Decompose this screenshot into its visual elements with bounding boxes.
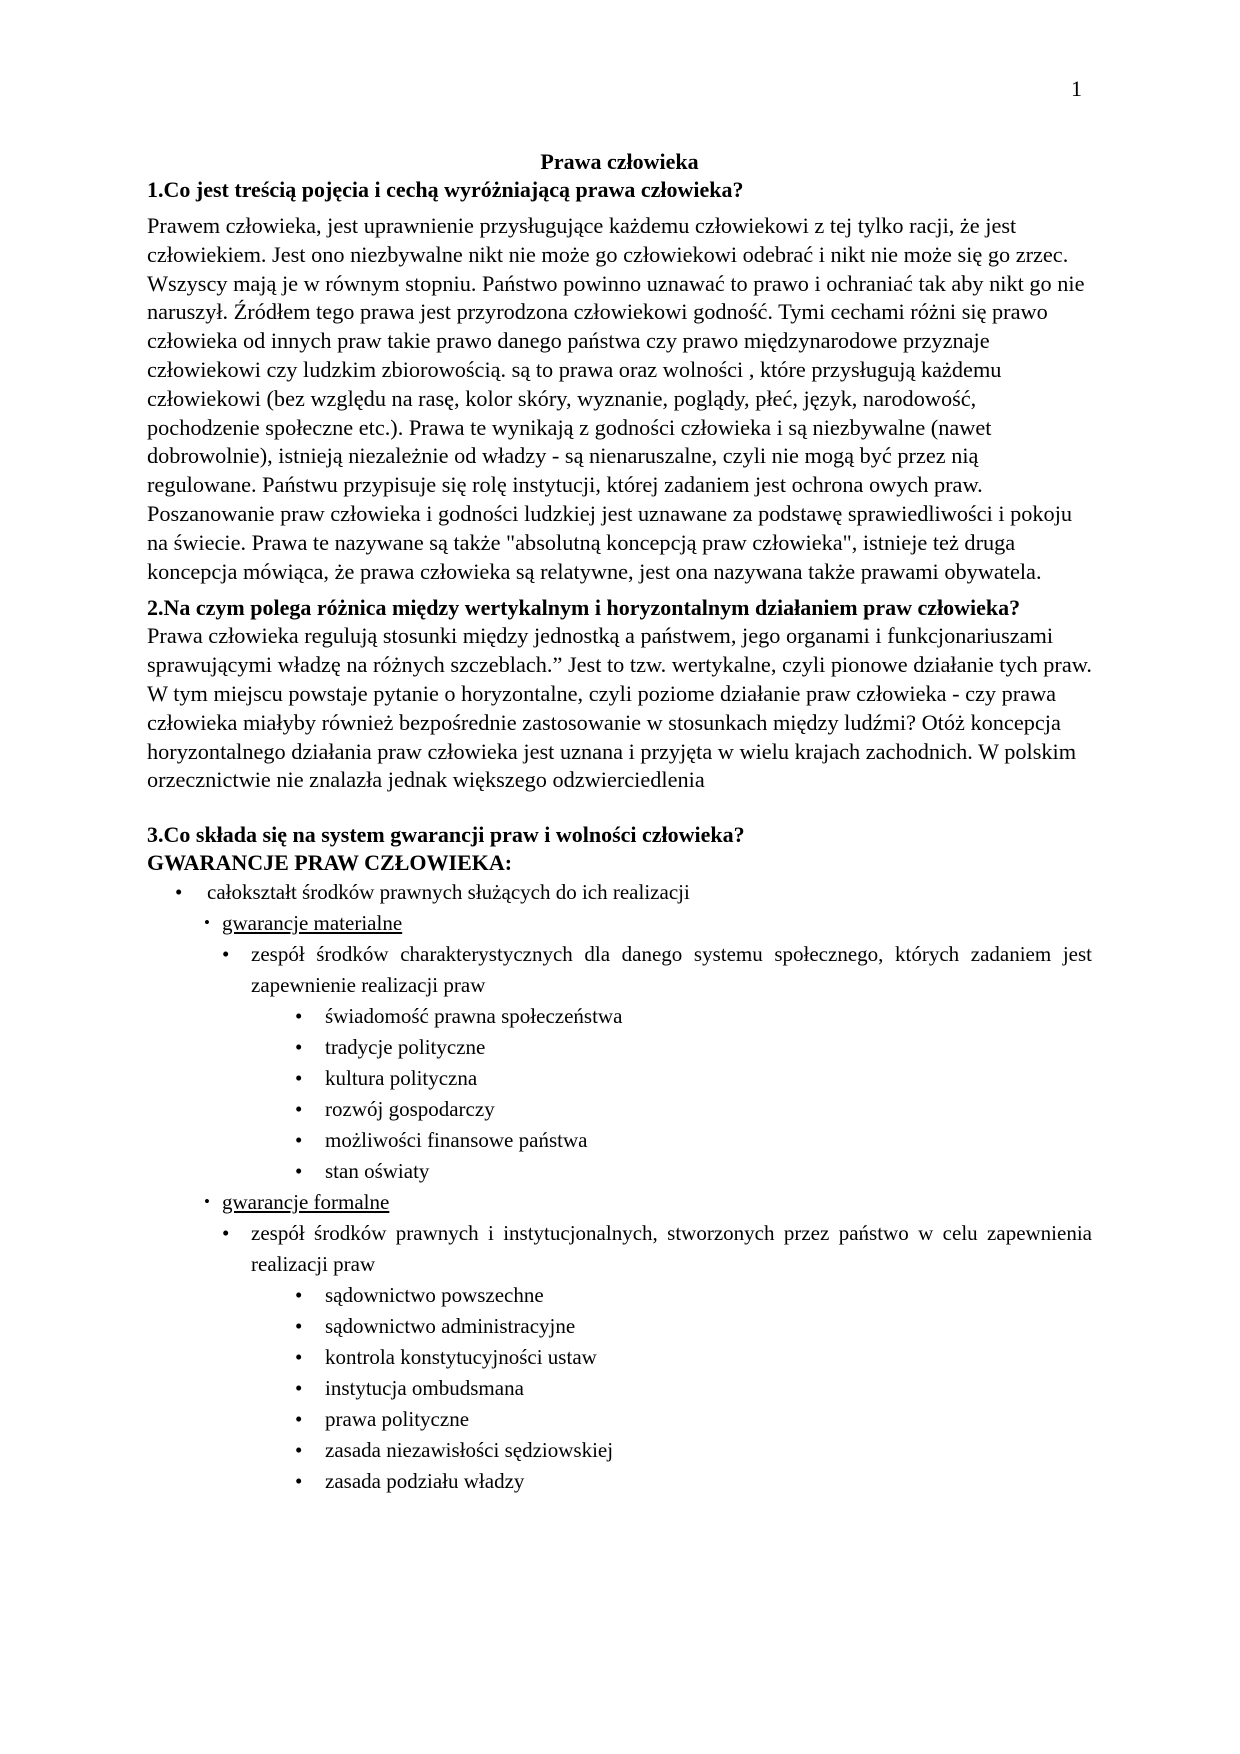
list-item-text: zasada podziału władzy bbox=[325, 1469, 525, 1494]
list-item bbox=[147, 1032, 1092, 1063]
list-item-text: świadomość prawna społeczeństwa bbox=[325, 1004, 623, 1029]
list-item-text: sądownictwo powszechne bbox=[325, 1283, 544, 1308]
list-item-text: zasada niezawisłości sędziowskiej bbox=[325, 1438, 614, 1463]
bullet-icon: • bbox=[295, 1283, 303, 1308]
list-item bbox=[147, 939, 1092, 1001]
list-item-text: gwarancje materialne bbox=[222, 911, 403, 936]
bullet-icon: • bbox=[295, 1438, 303, 1463]
list-item bbox=[147, 1125, 1092, 1156]
list-item bbox=[147, 1373, 1092, 1404]
question-3-heading: 3.Co składa się na system gwarancji praw i wolności człowieka? bbox=[147, 822, 745, 848]
list-item bbox=[147, 1280, 1092, 1311]
bullet-icon: • bbox=[295, 1469, 303, 1494]
list-item bbox=[147, 1218, 1092, 1280]
document-title: Prawa człowieka bbox=[540, 149, 699, 174]
bullet-icon: • bbox=[222, 942, 230, 967]
bullet-icon: • bbox=[295, 1345, 303, 1370]
bullet-icon: • bbox=[295, 1314, 303, 1339]
bullet-icon: • bbox=[204, 1192, 210, 1212]
list-item-text: gwarancje formalne bbox=[222, 1190, 390, 1215]
list-item bbox=[147, 1435, 1092, 1466]
bullet-icon: • bbox=[295, 1004, 303, 1029]
question-2-answer: Prawa człowieka regulują stosunki między jednostką a państwem, jego organami i funkcjonariuszami sprawującymi władzę na różnych szczeblach.” Jest to tzw. wertykalne, czyli pionowe działanie tych praw. W tym miejscu powstaje pytanie o horyzontalne, czyli poziome działanie praw człowieka - czy prawa człowieka miałyby również bezpośrednie zastosowanie w stosunkach między ludźmi? Otóż koncepcja horyzontalnego działania praw człowieka jest uznana i przyjęta w wielu krajach zachodnich. W polskim orzecznictwie nie znalazła jednak większego odzwierciedlenia bbox=[147, 623, 1092, 793]
list-item bbox=[147, 1001, 1092, 1032]
list-item-text: prawa polityczne bbox=[325, 1407, 470, 1432]
bullet-icon: • bbox=[295, 1159, 303, 1184]
list-item-text: stan oświaty bbox=[325, 1159, 430, 1184]
document-content bbox=[147, 148, 1092, 1497]
list-item-text: sądownictwo administracyjne bbox=[325, 1314, 576, 1339]
bullet-icon: • bbox=[295, 1097, 303, 1122]
guarantees-subheading: GWARANCJE PRAW CZŁOWIEKA: bbox=[147, 850, 513, 876]
list-item-formal-guarantees bbox=[147, 1187, 1092, 1218]
list-item-text: możliwości finansowe państwa bbox=[325, 1128, 588, 1153]
list-item-text: instytucja ombudsmana bbox=[325, 1376, 524, 1401]
bullet-icon: • bbox=[222, 1221, 230, 1246]
list-item bbox=[147, 1311, 1092, 1342]
bullet-icon: • bbox=[295, 1128, 303, 1153]
list-item-text: zespół środków charakterystycznych dla danego systemu społecznego, których zadaniem jest zapewnienie realizacji praw bbox=[251, 942, 1092, 998]
list-item bbox=[147, 1404, 1092, 1435]
question-2-heading: 2.Na czym polega różnica między wertykalnym i horyzontalnym działaniem praw człowieka? bbox=[147, 595, 1021, 621]
bullet-icon: • bbox=[204, 913, 210, 933]
list-item-text: kultura polityczna bbox=[325, 1066, 478, 1091]
list-item-text: kontrola konstytucyjności ustaw bbox=[325, 1345, 597, 1370]
bullet-icon: • bbox=[295, 1407, 303, 1432]
list-item bbox=[147, 877, 1092, 908]
question-1-answer: Prawem człowieka, jest uprawnienie przysługujące każdemu człowiekowi z tej tylko racji, że jest człowiekiem. Jest ono niezbywalne nikt nie może go człowiekowi odebrać i nikt nie może się go zrzec. Wszyscy mają je w równym stopniu. Państwo powinno uznawać to prawo i ochraniać tak aby nikt go nie naruszył. Źródłem tego prawa jest przyrodzona człowiekowi godność. Tymi cechami różni się prawo człowieka od innych praw takie prawo danego państwa czy prawo międzynarodowe przyznaje człowiekowi czy ludzkim zbiorowością. są to prawa oraz wolności , które przysługują każdemu człowiekowi (bez względu na rasę, kolor skóry, wyznanie, poglądy, płeć, język, narodowość, pochodzenie społeczne etc.). Prawa te wynikają z godności człowieka i są niezbywalne (nawet dobrowolnie), istnieją niezależnie od władzy - są nienaruszalne, czyli nie mogą być przez nią regulowane. Państwu przypisuje się rolę instytucji, której zadaniem jest ochrona owych praw. Poszanowanie praw człowieka i godności ludzkiej jest uznawane za podstawę sprawiedliwości i pokoju na świecie. Prawa te nazywane są także "absolutną koncepcją praw człowieka", istnieje też druga koncepcja mówiąca, że prawa człowieka są relatywne, jest ona nazywana także prawami obywatela. bbox=[147, 213, 1085, 584]
list-item-text: zespół środków prawnych i instytucjonalnych, stworzonych przez państwo w celu zapewnienia realizacji praw bbox=[251, 1221, 1092, 1277]
list-item bbox=[147, 1094, 1092, 1125]
page-number: 1 bbox=[1071, 76, 1082, 101]
list-item bbox=[147, 1063, 1092, 1094]
question-1-heading: 1.Co jest treścią pojęcia i cechą wyróżniającą prawa człowieka? bbox=[147, 177, 744, 202]
bullet-icon: • bbox=[175, 880, 183, 905]
list-item bbox=[147, 1466, 1092, 1497]
guarantees-list bbox=[147, 877, 1092, 1497]
list-item-text: całokształt środków prawnych służących do ich realizacji bbox=[207, 880, 690, 905]
list-item bbox=[147, 1156, 1092, 1187]
bullet-icon: • bbox=[295, 1376, 303, 1401]
bullet-icon: • bbox=[295, 1066, 303, 1091]
list-item-text: rozwój gospodarczy bbox=[325, 1097, 495, 1122]
list-item-material-guarantees bbox=[147, 908, 1092, 939]
list-item-text: tradycje polityczne bbox=[325, 1035, 486, 1060]
bullet-icon: • bbox=[295, 1035, 303, 1060]
list-item bbox=[147, 1342, 1092, 1373]
